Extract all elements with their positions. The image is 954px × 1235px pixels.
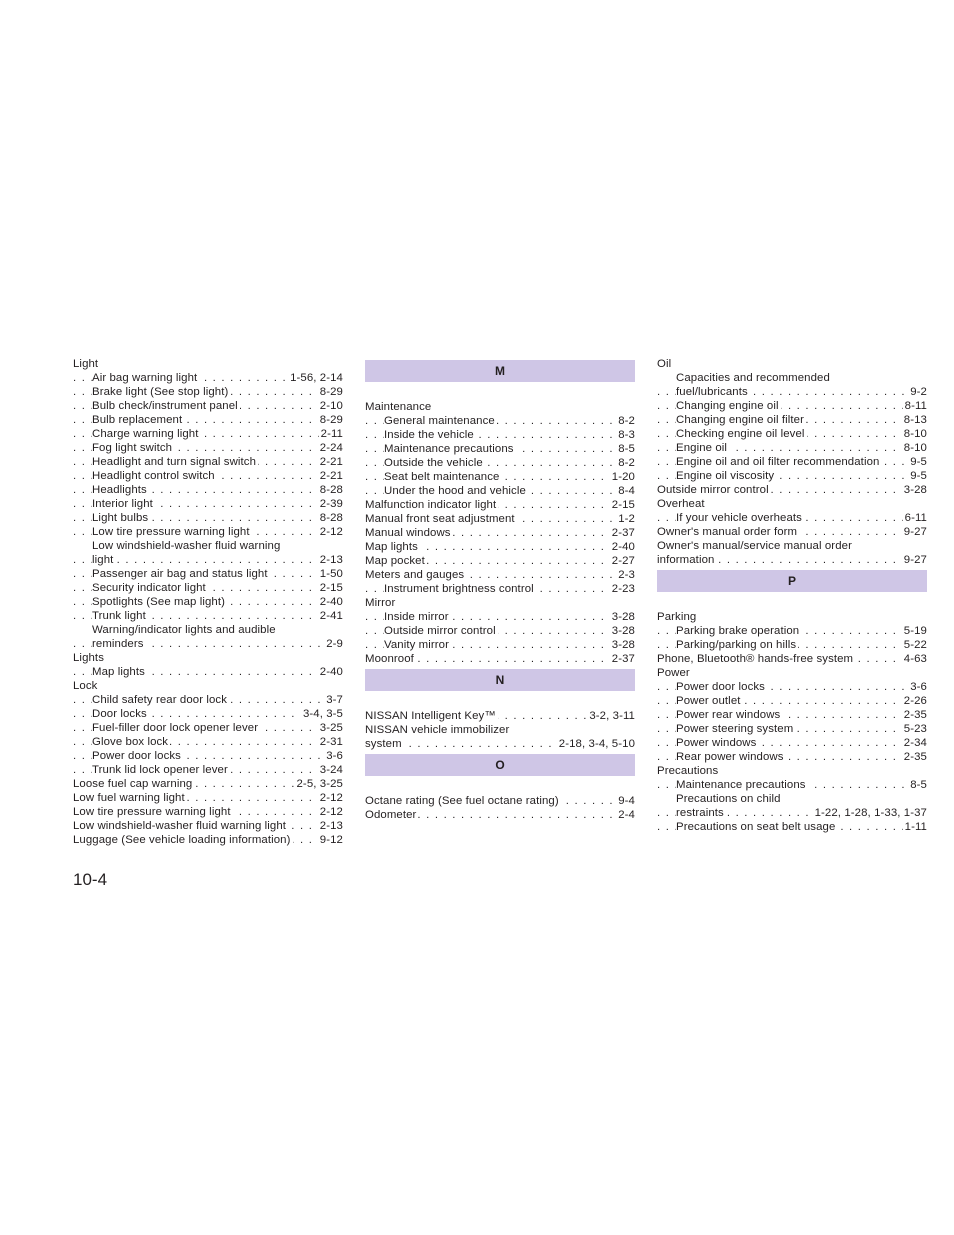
index-subentry — [73, 455, 343, 469]
entry-term: Rear power windows — [676, 751, 784, 763]
entry-term: Power outlet — [676, 695, 741, 707]
entry-page-reference: 3-6 — [910, 681, 927, 693]
index-subentry — [365, 428, 635, 442]
index-subentry — [73, 469, 343, 483]
entry-term: Meters and gauges — [365, 569, 465, 581]
entry-term: Map lights — [92, 666, 145, 678]
entry-term: NISSAN vehicle immobilizer — [365, 724, 510, 736]
entry-page-reference: 8-10 — [903, 442, 927, 454]
entry-term: Lock — [73, 680, 98, 692]
entry-term: Light — [73, 358, 99, 370]
entry-term: Outside mirror control — [657, 484, 769, 496]
index-subentry — [73, 763, 343, 777]
entry-term: Map lights — [365, 541, 418, 553]
entry-term: Seat belt maintenance — [384, 471, 500, 483]
entry-term: Spotlights (See map light) — [92, 596, 226, 608]
index-subentry — [657, 624, 927, 638]
index-entry — [365, 808, 635, 822]
entry-page-reference: 6-11 — [904, 512, 927, 524]
index-entry — [73, 819, 343, 833]
entry-term: Power steering system — [676, 723, 794, 735]
index-subentry — [365, 638, 635, 652]
index-subentry — [73, 567, 343, 581]
entry-page-reference: 2-15 — [611, 499, 635, 511]
index-subentry — [657, 792, 927, 806]
index-entry — [365, 512, 635, 526]
index-entry — [365, 709, 635, 723]
entry-page-reference: 9-4 — [618, 795, 635, 807]
entry-term: NISSAN Intelligent Key™ — [365, 710, 496, 722]
entry-page-reference: 8-4 — [618, 485, 635, 497]
entry-page-reference: 9-5 — [910, 470, 927, 482]
index-subentry — [365, 624, 635, 638]
entry-page-reference: 8-10 — [903, 428, 927, 440]
index-subentry — [657, 441, 927, 455]
entry-term: reminders — [92, 638, 144, 650]
entry-term: Parking brake operation — [676, 625, 800, 637]
entry-term: Trunk lid lock opener lever — [92, 764, 228, 776]
entry-page-reference: 2-5, 3-25 — [296, 778, 343, 790]
entry-term: Power windows — [676, 737, 757, 749]
entry-term: Outside the vehicle — [384, 457, 483, 469]
index-entry — [365, 554, 635, 568]
index-column-2 — [365, 357, 635, 822]
index-entry — [657, 652, 927, 666]
entry-page-reference: 1-2 — [618, 513, 635, 525]
index-entry — [657, 764, 927, 778]
entry-page-reference: 2-11 — [320, 428, 343, 440]
index-entry — [365, 400, 635, 414]
index-subentry — [73, 581, 343, 595]
entry-page-reference: 1-22, 1-28, 1-33, 1-37 — [814, 807, 927, 819]
index-subentry — [73, 511, 343, 525]
entry-term: Parking/parking on hills — [676, 639, 797, 651]
index-entry — [73, 791, 343, 805]
entry-page-reference: 3-24 — [319, 764, 343, 776]
entry-term: Owner's manual order form — [657, 526, 798, 538]
entry-page-reference: 8-13 — [903, 414, 927, 426]
entry-term: Low tire pressure warning light — [92, 526, 250, 538]
entry-page-reference: 4-63 — [903, 653, 927, 665]
entry-term: Precautions on child — [676, 793, 781, 805]
entry-term: Manual windows — [365, 527, 451, 539]
index-subentry — [657, 371, 927, 385]
index-subentry — [657, 638, 927, 652]
index-entry — [73, 805, 343, 819]
entry-term: Checking engine oil level — [676, 428, 805, 440]
entry-term: Luggage (See vehicle loading information) — [73, 834, 291, 846]
entry-page-reference: 1-56, 2-14 — [290, 372, 343, 384]
entry-page-reference: 2-9 — [326, 638, 343, 650]
index-entry — [657, 610, 927, 624]
index-column-3 — [657, 357, 927, 834]
entry-page-reference: 3-25 — [319, 722, 343, 734]
index-subentry — [365, 456, 635, 470]
entry-page-reference: 8-5 — [910, 779, 927, 791]
index-subentry — [657, 680, 927, 694]
entry-term: Mirror — [365, 597, 396, 609]
index-subentry — [73, 413, 343, 427]
entry-term: Maintenance precautions — [384, 443, 514, 455]
entry-page-reference: 8-2 — [618, 415, 635, 427]
entry-page-reference: 1-20 — [611, 471, 635, 483]
index-subentry — [657, 708, 927, 722]
section-letter-header: N — [365, 669, 635, 691]
index-subentry — [73, 385, 343, 399]
index-entry — [365, 794, 635, 808]
index-subentry — [365, 582, 635, 596]
index-subentry — [73, 609, 343, 623]
entry-page-reference: 5-19 — [903, 625, 927, 637]
entry-term: Vanity mirror — [384, 639, 450, 651]
section-letter-header: O — [365, 754, 635, 776]
entry-term: Octane rating (See fuel octane rating) — [365, 795, 559, 807]
index-subentry — [73, 595, 343, 609]
entry-term: Child safety rear door lock — [92, 694, 228, 706]
entry-page-reference: 1-50 — [319, 568, 343, 580]
index-subentry — [73, 441, 343, 455]
index-subentry — [657, 736, 927, 750]
index-subentry — [657, 694, 927, 708]
entry-term: Moonroof — [365, 653, 414, 665]
entry-term: Security indicator light — [92, 582, 206, 594]
index-entry — [657, 357, 927, 371]
entry-term: Fuel-filler door lock opener lever — [92, 722, 259, 734]
entry-page-reference: 3-28 — [611, 625, 635, 637]
entry-page-reference: 2-12 — [319, 806, 343, 818]
entry-page-reference: 8-28 — [319, 484, 343, 496]
entry-term: Door locks — [92, 708, 147, 720]
entry-page-reference: 9-12 — [319, 834, 343, 846]
entry-page-reference: 2-13 — [319, 820, 343, 832]
entry-page-reference: 2-40 — [319, 666, 343, 678]
entry-page-reference: 3-2, 3-11 — [589, 710, 635, 722]
entry-page-reference: 5-22 — [903, 639, 927, 651]
index-subentry — [365, 414, 635, 428]
entry-term: Loose fuel cap warning — [73, 778, 193, 790]
entry-term: Glove box lock — [92, 736, 169, 748]
entry-page-reference: 9-27 — [903, 526, 927, 538]
index-entry — [657, 483, 927, 497]
entry-page-reference: 2-37 — [611, 527, 635, 539]
entry-page-reference: 2-39 — [319, 498, 343, 510]
entry-term: Engine oil — [676, 442, 728, 454]
index-entry — [365, 568, 635, 582]
section-letter-header: P — [657, 570, 927, 592]
entry-term: information — [657, 554, 715, 566]
entry-page-reference: 3-6 — [326, 750, 343, 762]
entry-term: Instrument brightness control — [384, 583, 534, 595]
entry-page-reference: 3-7 — [326, 694, 343, 706]
entry-page-reference: 2-34 — [903, 737, 927, 749]
entry-term: restraints — [676, 807, 724, 819]
index-entry — [73, 651, 343, 665]
index-subentry — [657, 750, 927, 764]
entry-term: Overheat — [657, 498, 705, 510]
entry-page-reference: 2-27 — [611, 555, 635, 567]
entry-term: Low windshield-washer fluid warning light — [73, 820, 287, 832]
entry-term: Outside mirror control — [384, 625, 496, 637]
index-subentry — [73, 623, 343, 637]
entry-page-reference: 2-15 — [319, 582, 343, 594]
index-subentry — [73, 539, 343, 553]
entry-page-reference: 8-5 — [618, 443, 635, 455]
index-entry — [657, 497, 927, 511]
entry-term: Changing engine oil filter — [676, 414, 804, 426]
index-entry — [365, 723, 635, 737]
entry-term: Owner's manual/service manual order — [657, 540, 852, 552]
entry-page-reference: 8-28 — [319, 512, 343, 524]
index-subentry — [657, 778, 927, 792]
index-subentry — [73, 665, 343, 679]
entry-term: Changing engine oil — [676, 400, 779, 412]
entry-term: Inside mirror — [384, 611, 449, 623]
index-subentry — [73, 427, 343, 441]
entry-page-reference: 2-3 — [618, 569, 635, 581]
entry-term: Precautions — [657, 765, 719, 777]
index-entry — [73, 357, 343, 371]
entry-page-reference: 1-11 — [904, 821, 927, 833]
index-entry — [657, 666, 927, 680]
index-subentry — [657, 399, 927, 413]
index-entry — [365, 540, 635, 554]
entry-term: light — [92, 554, 114, 566]
entry-page-reference: 2-21 — [319, 470, 343, 482]
index-subentry — [73, 735, 343, 749]
entry-term: Power — [657, 667, 690, 679]
index-entry — [365, 652, 635, 666]
entry-page-reference: 2-10 — [319, 400, 343, 412]
index-entry — [73, 833, 343, 847]
index-entry — [73, 777, 343, 791]
index-entry — [657, 539, 927, 553]
entry-page-reference: 3-28 — [903, 484, 927, 496]
entry-term: Under the hood and vehicle — [384, 485, 526, 497]
entry-term: Trunk light — [92, 610, 146, 622]
index-subentry — [73, 553, 343, 567]
entry-term: Lights — [73, 652, 104, 664]
index-entry — [365, 526, 635, 540]
entry-term: Passenger air bag and status light — [92, 568, 268, 580]
entry-term: Engine oil viscosity — [676, 470, 775, 482]
entry-page-reference: 2-26 — [903, 695, 927, 707]
entry-page-reference: 2-31 — [319, 736, 343, 748]
index-subentry — [657, 469, 927, 483]
entry-page-reference: 2-37 — [611, 653, 635, 665]
index-entry — [657, 553, 927, 567]
entry-page-reference: 3-28 — [611, 611, 635, 623]
index-subentry — [73, 525, 343, 539]
entry-page-reference: 2-40 — [319, 596, 343, 608]
entry-page-reference: 2-40 — [611, 541, 635, 553]
index-entry — [73, 679, 343, 693]
entry-term: Oil — [657, 358, 672, 370]
entry-page-reference: 9-2 — [910, 386, 927, 398]
entry-term: Low fuel warning light — [73, 792, 185, 804]
entry-page-reference: 8-11 — [904, 400, 927, 412]
entry-page-reference: 9-27 — [903, 554, 927, 566]
entry-page-reference: 2-4 — [618, 809, 635, 821]
index-subentry — [73, 497, 343, 511]
entry-term: Manual front seat adjustment — [365, 513, 515, 525]
index-subentry — [657, 806, 927, 820]
entry-term: Headlight control switch — [92, 470, 215, 482]
index-subentry — [73, 371, 343, 385]
entry-term: Engine oil and oil filter recommendation — [676, 456, 880, 468]
entry-term: Headlights — [92, 484, 147, 496]
index-subentry — [657, 722, 927, 736]
entry-term: Maintenance — [365, 401, 432, 413]
entry-term: Power rear windows — [676, 709, 781, 721]
entry-page-reference: 2-12 — [319, 792, 343, 804]
index-entry — [365, 596, 635, 610]
entry-page-reference: 8-2 — [618, 457, 635, 469]
entry-term: Light bulbs — [92, 512, 149, 524]
entry-term: Bulb check/instrument panel — [92, 400, 238, 412]
index-entry — [657, 525, 927, 539]
entry-page-reference: 2-35 — [903, 709, 927, 721]
entry-term: Power door locks — [92, 750, 181, 762]
index-subentry — [365, 470, 635, 484]
index-entry — [365, 498, 635, 512]
entry-page-reference: 3-28 — [611, 639, 635, 651]
entry-page-reference: 2-18, 3-4, 5-10 — [558, 738, 635, 750]
entry-page-reference: 2-23 — [611, 583, 635, 595]
index-subentry — [73, 721, 343, 735]
index-subentry — [73, 749, 343, 763]
entry-term: Air bag warning light — [92, 372, 198, 384]
entry-term: Inside the vehicle — [384, 429, 474, 441]
entry-term: Malfunction indicator light — [365, 499, 497, 511]
entry-page-reference: 9-5 — [910, 456, 927, 468]
entry-term: fuel/lubricants — [676, 386, 748, 398]
entry-page-reference: 2-41 — [319, 610, 343, 622]
entry-term: Odometer — [365, 809, 417, 821]
entry-term: Map pocket — [365, 555, 425, 567]
entry-page-reference: 8-3 — [618, 429, 635, 441]
entry-term: Precautions on seat belt usage — [676, 821, 836, 833]
entry-page-reference: 5-23 — [903, 723, 927, 735]
index-subentry — [365, 610, 635, 624]
entry-term: Brake light (See stop light) — [92, 386, 229, 398]
entry-page-reference: 2-13 — [319, 554, 343, 566]
index-subentry — [73, 483, 343, 497]
entry-term: Low windshield-washer fluid warning — [92, 540, 281, 552]
entry-term: Maintenance precautions — [676, 779, 806, 791]
entry-term: Low tire pressure warning light — [73, 806, 231, 818]
index-subentry — [365, 484, 635, 498]
entry-page-reference: 2-21 — [319, 456, 343, 468]
entry-term: Power door locks — [676, 681, 765, 693]
entry-term: Phone, Bluetooth® hands-free system — [657, 653, 854, 665]
index-subentry — [657, 385, 927, 399]
entry-term: General maintenance — [384, 415, 495, 427]
index-subentry — [73, 693, 343, 707]
entry-term: Parking — [657, 611, 697, 623]
entry-term: system — [365, 738, 402, 750]
entry-term: Headlight and turn signal switch — [92, 456, 257, 468]
entry-term: Interior light — [92, 498, 153, 510]
index-subentry — [73, 399, 343, 413]
index-column-1 — [73, 357, 343, 847]
entry-term: If your vehicle overheats — [676, 512, 802, 524]
index-subentry — [657, 511, 927, 525]
entry-page-reference: 2-24 — [319, 442, 343, 454]
page-number: 10-4 — [73, 870, 108, 889]
entry-page-reference: 2-35 — [903, 751, 927, 763]
index-subentry — [657, 413, 927, 427]
entry-page-reference: 8-29 — [319, 386, 343, 398]
entry-page-reference: 2-12 — [319, 526, 343, 538]
index-subentry — [73, 637, 343, 651]
index-entry — [365, 737, 635, 751]
entry-page-reference: 8-29 — [319, 414, 343, 426]
index-subentry — [365, 442, 635, 456]
entry-term: Capacities and recommended — [676, 372, 830, 384]
entry-term: Bulb replacement — [92, 414, 183, 426]
entry-term: Charge warning light — [92, 428, 199, 440]
entry-page-reference: 3-4, 3-5 — [302, 708, 343, 720]
section-letter-header: M — [365, 360, 635, 382]
entry-term: Warning/indicator lights and audible — [92, 624, 276, 636]
entry-term: Fog light switch — [92, 442, 173, 454]
index-subentry — [657, 820, 927, 834]
index-subentry — [73, 707, 343, 721]
index-subentry — [657, 427, 927, 441]
index-subentry — [657, 455, 927, 469]
